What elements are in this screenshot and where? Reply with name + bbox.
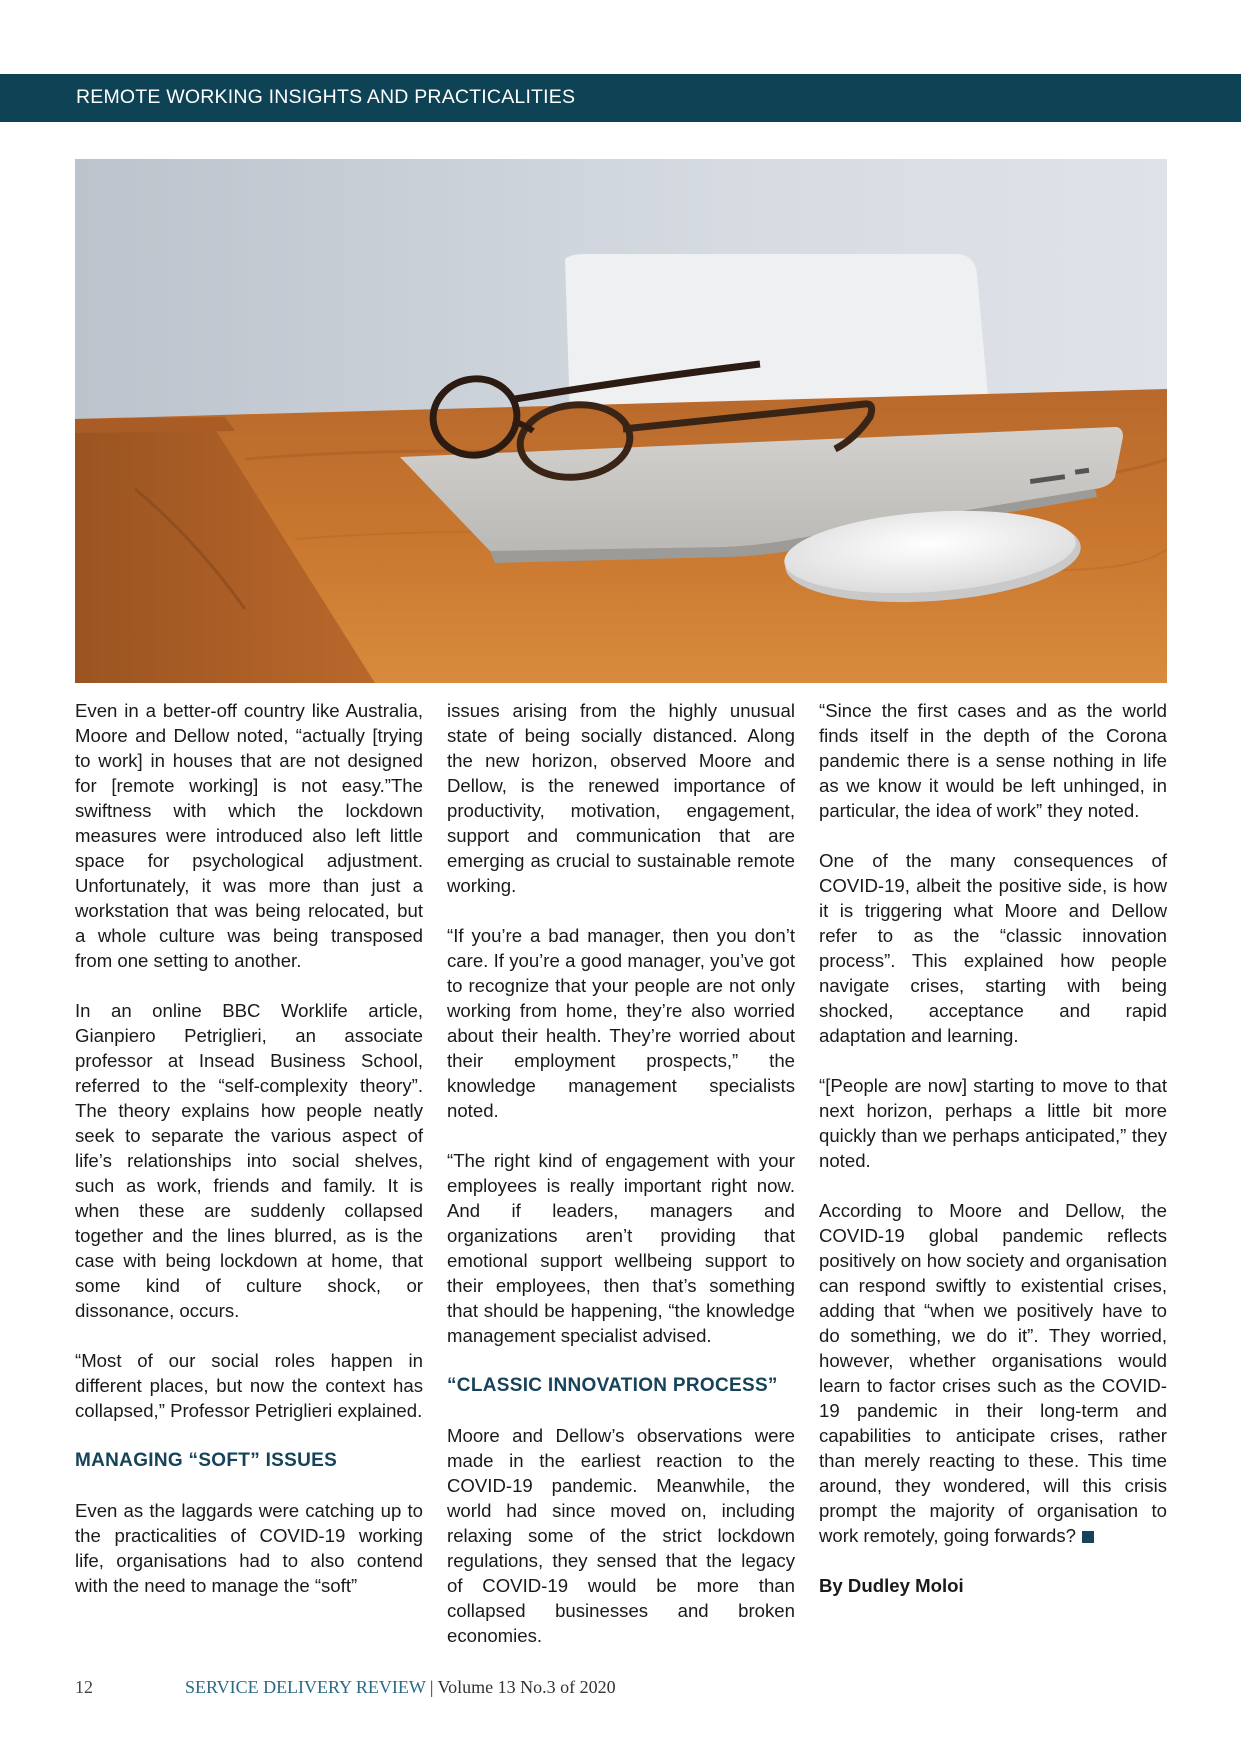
end-of-article-square-icon xyxy=(1082,1531,1094,1543)
paragraph-text: According to Moore and Dellow, the COVID-19 global pandemic reflects positively on how society and organisation can respond swiftly to existential crises, adding that “when we positively have to do something, we do it”. They worried, however, whether organisations would learn to factor crises such as the COVID-19 pandemic in their long-term and capabilities to anticipate crises, rather than merely reacting to these. This time around, they wondered, will this crisis prompt the majority of organisation to work remotely, going forwards? xyxy=(819,1200,1167,1546)
paragraph: “The right kind of engagement with your employees is really important right now. And if leaders, managers and organizations aren’t providing that emotional support wellbeing support to their employees, then that’s something that should be happening, “the knowledge management specialist advised. xyxy=(447,1150,795,1346)
page-number: 12 xyxy=(75,1677,93,1697)
paragraph: “Most of our social roles happen in different places, but now the context has collapsed,” Professor Petriglieri explained. xyxy=(75,1350,423,1421)
paragraph: “If you’re a bad manager, then you don’t care. If you’re a good manager, you’ve got to recognize that your people are not only working from home, they’re also worried about their health. They’re worried about their employment prospects,” the knowledge management specialists noted. xyxy=(447,925,795,1121)
article-column-3 xyxy=(819,698,1167,1598)
article-column-2 xyxy=(447,698,795,1673)
section-header-band xyxy=(0,74,1241,122)
paragraph: “[People are now] starting to move to that next horizon, perhaps a little bit more quickly than we perhaps anticipated,” they noted. xyxy=(819,1075,1167,1171)
subheading-managing-soft-issues: MANAGING “SOFT” ISSUES xyxy=(75,1450,338,1471)
paragraph: “Since the first cases and as the world finds itself in the depth of the Corona pandemic there is a sense nothing in life as we know it would be left unhinged, in particular, the idea of work” they noted. xyxy=(819,700,1167,821)
paragraph: Even in a better-off country like Australia, Moore and Dellow noted, “actually [trying to work] in houses that are not designed for [remote working] is not easy.”The swiftness with which the lockdown measures were introduced also left little space for psychological adjustment. Unfortunately, it was more than just a workstation that was being relocated, but a whole culture was being transposed from one setting to another. xyxy=(75,700,423,971)
subheading-classic-innovation-process: “CLASSIC INNOVATION PROCESS” xyxy=(447,1375,778,1396)
issue-volume: Volume 13 No.3 of 2020 xyxy=(437,1677,616,1697)
paragraph-final xyxy=(819,1198,1167,1548)
page-footer xyxy=(75,1677,616,1698)
paragraph: In an online BBC Worklife article, Gianpiero Petriglieri, an associate professor at Insead Business School, referred to the “self-complexity theory”. The theory explains how people neatly seek to separate the various aspect of life’s relationships into social shelves, such as work, friends and family. It is when these are suddenly collapsed together and the lines blurred, as is the case with being lockdown at home, that some kind of culture shock, or dissonance, occurs. xyxy=(75,1000,423,1321)
hero-photo xyxy=(75,159,1167,683)
paragraph: issues arising from the highly unusual state of being socially distanced. Along the new horizon, observed Moore and Dellow, is the renewed importance of productivity, motivation, engagement, support and communication that are emerging as crucial to sustainable remote working. xyxy=(447,700,795,896)
article-column-1 xyxy=(75,698,423,1623)
section-header-title: REMOTE WORKING INSIGHTS AND PRACTICALITIES xyxy=(76,86,576,108)
hero-photo-illustration xyxy=(75,159,1167,683)
author-byline: By Dudley Moloi xyxy=(819,1575,964,1596)
paragraph: One of the many consequences of COVID-19, albeit the positive side, is how it is triggering what Moore and Dellow refer to as the “classic innovation process”. This explained how people navigate crises, starting with being shocked, acceptance and rapid adaptation and learning. xyxy=(819,850,1167,1046)
footer-separator: | xyxy=(429,1677,434,1697)
publication-name: SERVICE DELIVERY REVIEW xyxy=(185,1677,426,1697)
paragraph: Moore and Dellow’s observations were made in the earliest reaction to the COVID-19 pandemic. Meanwhile, the world had since moved on, including relaxing some of the strict lockdown regulations, they sensed that the legacy of COVID-19 would be more than collapsed businesses and broken economies. xyxy=(447,1425,795,1646)
paragraph: Even as the laggards were catching up to the practicalities of COVID-19 working life, organisations had to also contend with the need to manage the “soft” xyxy=(75,1500,423,1596)
